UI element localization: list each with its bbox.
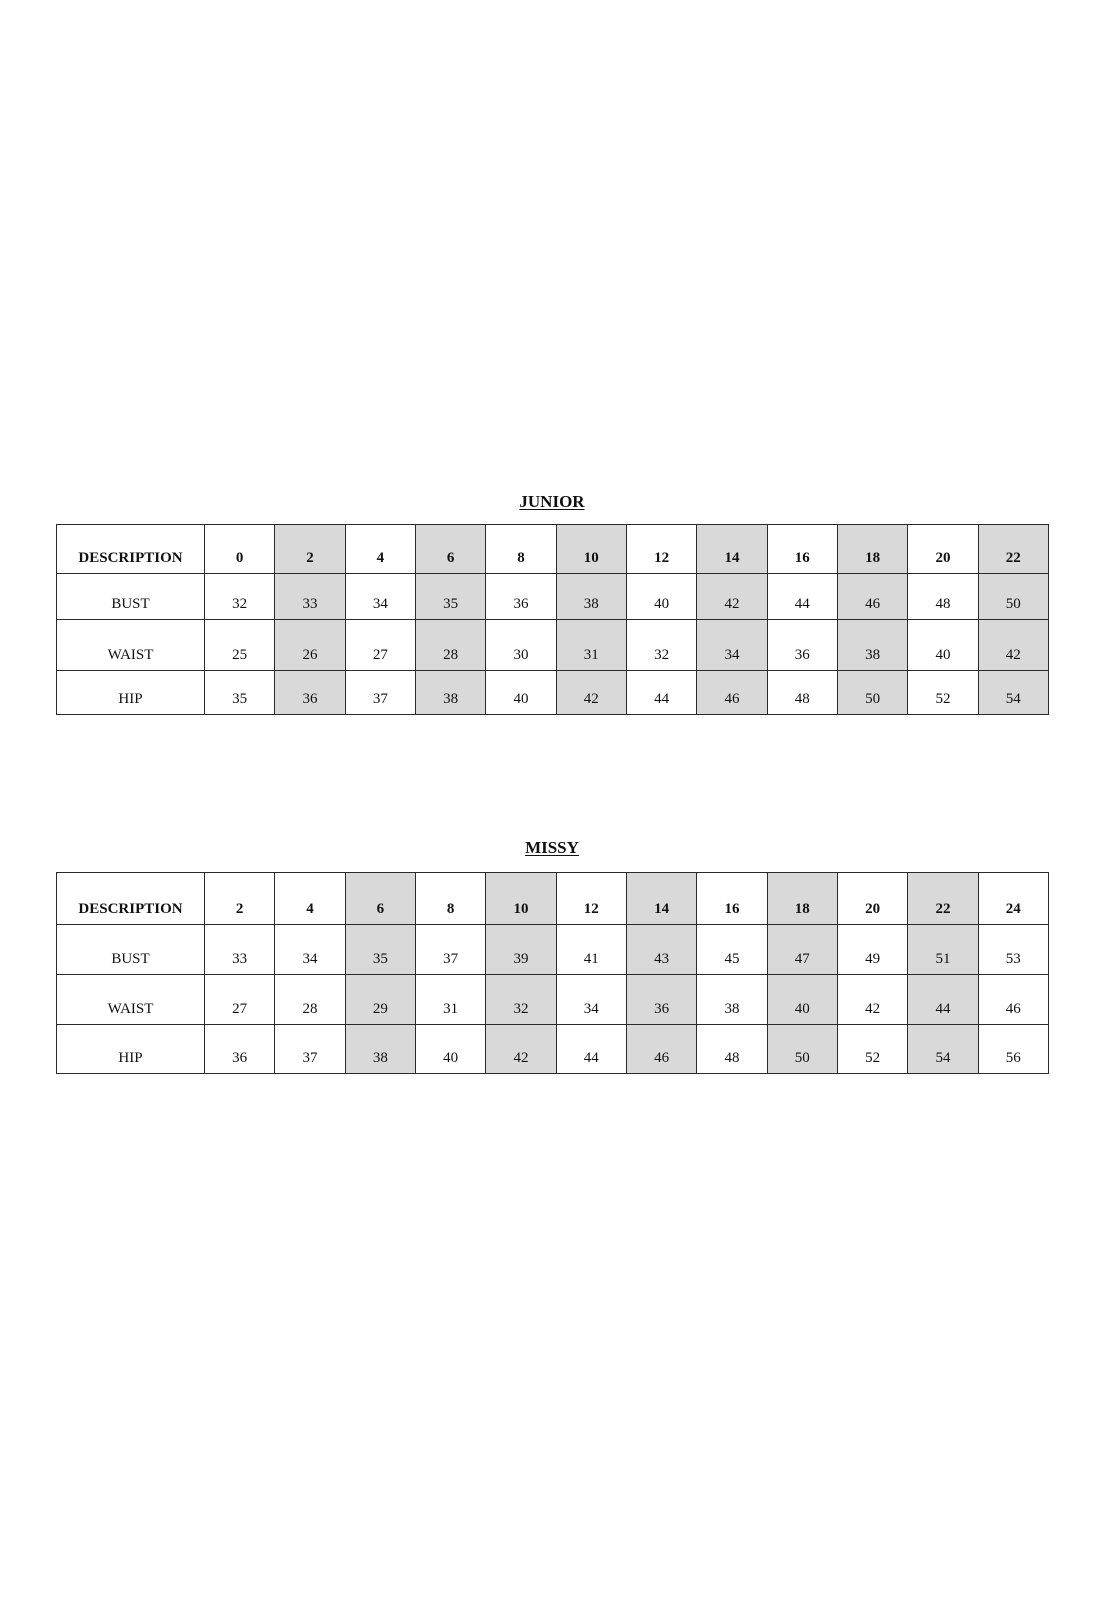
measurement-cell: 38 [697,975,767,1025]
measurement-cell: 38 [345,1025,415,1074]
size-header: 12 [626,525,696,574]
size-header: 20 [837,873,907,925]
measurement-cell: 46 [626,1025,696,1074]
junior-header-row [57,525,1049,574]
measurement-cell: 45 [697,925,767,975]
size-header: 6 [415,525,485,574]
size-header: 18 [837,525,907,574]
size-header: 16 [697,873,767,925]
measurement-cell: 50 [767,1025,837,1074]
measurement-cell: 40 [415,1025,485,1074]
size-header: 2 [205,873,275,925]
measurement-cell: 44 [626,671,696,715]
measurement-cell: 27 [345,620,415,671]
size-header: 20 [908,525,978,574]
measurement-cell: 51 [908,925,978,975]
measurement-cell: 36 [767,620,837,671]
measurement-cell: 42 [837,975,907,1025]
measurement-cell: 48 [697,1025,767,1074]
junior-title: JUNIOR [519,492,585,511]
measurement-cell: 42 [556,671,626,715]
row-label: BUST [57,574,205,620]
size-header: 14 [697,525,767,574]
measurement-cell: 33 [275,574,345,620]
measurement-cell: 35 [345,925,415,975]
row-label: WAIST [57,975,205,1025]
measurement-cell: 34 [556,975,626,1025]
measurement-cell: 28 [415,620,485,671]
measurement-cell: 37 [415,925,485,975]
size-header: 18 [767,873,837,925]
measurement-cell: 48 [908,574,978,620]
measurement-cell: 52 [837,1025,907,1074]
measurement-cell: 35 [415,574,485,620]
size-header: 4 [275,873,345,925]
measurement-cell: 56 [978,1025,1048,1074]
size-header: 0 [205,525,275,574]
junior-bust-row [57,574,1049,620]
measurement-cell: 30 [486,620,556,671]
measurement-cell: 34 [345,574,415,620]
measurement-cell: 44 [556,1025,626,1074]
measurement-cell: 26 [275,620,345,671]
row-label: WAIST [57,620,205,671]
measurement-cell: 36 [275,671,345,715]
measurement-cell: 49 [837,925,907,975]
size-header: 10 [486,873,556,925]
measurement-cell: 40 [626,574,696,620]
size-header: 2 [275,525,345,574]
measurement-cell: 46 [697,671,767,715]
size-header: 10 [556,525,626,574]
measurement-cell: 53 [978,925,1048,975]
measurement-cell: 32 [205,574,275,620]
measurement-cell: 31 [415,975,485,1025]
measurement-cell: 25 [205,620,275,671]
measurement-cell: 32 [486,975,556,1025]
measurement-cell: 50 [978,574,1048,620]
size-header: 6 [345,873,415,925]
measurement-cell: 54 [908,1025,978,1074]
description-header: DESCRIPTION [57,525,205,574]
row-label: HIP [57,671,205,715]
size-header: 14 [626,873,696,925]
measurement-cell: 40 [767,975,837,1025]
missy-hip-row [57,1025,1049,1074]
measurement-cell: 40 [486,671,556,715]
measurement-cell: 36 [486,574,556,620]
measurement-cell: 34 [275,925,345,975]
measurement-cell: 36 [205,1025,275,1074]
size-header: 16 [767,525,837,574]
missy-size-table [56,872,1049,1074]
measurement-cell: 43 [626,925,696,975]
measurement-cell: 44 [908,975,978,1025]
measurement-cell: 42 [697,574,767,620]
measurement-cell: 47 [767,925,837,975]
measurement-cell: 46 [837,574,907,620]
size-header: 8 [415,873,485,925]
missy-waist-row [57,975,1049,1025]
measurement-cell: 37 [275,1025,345,1074]
row-label: BUST [57,925,205,975]
size-header: 8 [486,525,556,574]
measurement-cell: 44 [767,574,837,620]
measurement-cell: 52 [908,671,978,715]
size-header: 22 [908,873,978,925]
measurement-cell: 36 [626,975,696,1025]
junior-waist-row [57,620,1049,671]
size-header: 12 [556,873,626,925]
size-header: 4 [345,525,415,574]
description-header: DESCRIPTION [57,873,205,925]
measurement-cell: 40 [908,620,978,671]
measurement-cell: 34 [697,620,767,671]
size-header: 24 [978,873,1048,925]
measurement-cell: 38 [556,574,626,620]
measurement-cell: 54 [978,671,1048,715]
size-header: 22 [978,525,1048,574]
measurement-cell: 48 [767,671,837,715]
measurement-cell: 32 [626,620,696,671]
measurement-cell: 33 [205,925,275,975]
junior-hip-row [57,671,1049,715]
measurement-cell: 41 [556,925,626,975]
missy-bust-row [57,925,1049,975]
measurement-cell: 42 [486,1025,556,1074]
row-label: HIP [57,1025,205,1074]
measurement-cell: 38 [415,671,485,715]
measurement-cell: 39 [486,925,556,975]
measurement-cell: 46 [978,975,1048,1025]
measurement-cell: 35 [205,671,275,715]
missy-title: MISSY [525,838,579,857]
measurement-cell: 37 [345,671,415,715]
missy-header-row [57,873,1049,925]
measurement-cell: 31 [556,620,626,671]
measurement-cell: 50 [837,671,907,715]
measurement-cell: 38 [837,620,907,671]
measurement-cell: 42 [978,620,1048,671]
measurement-cell: 27 [205,975,275,1025]
junior-size-table [56,524,1049,715]
measurement-cell: 28 [275,975,345,1025]
measurement-cell: 29 [345,975,415,1025]
